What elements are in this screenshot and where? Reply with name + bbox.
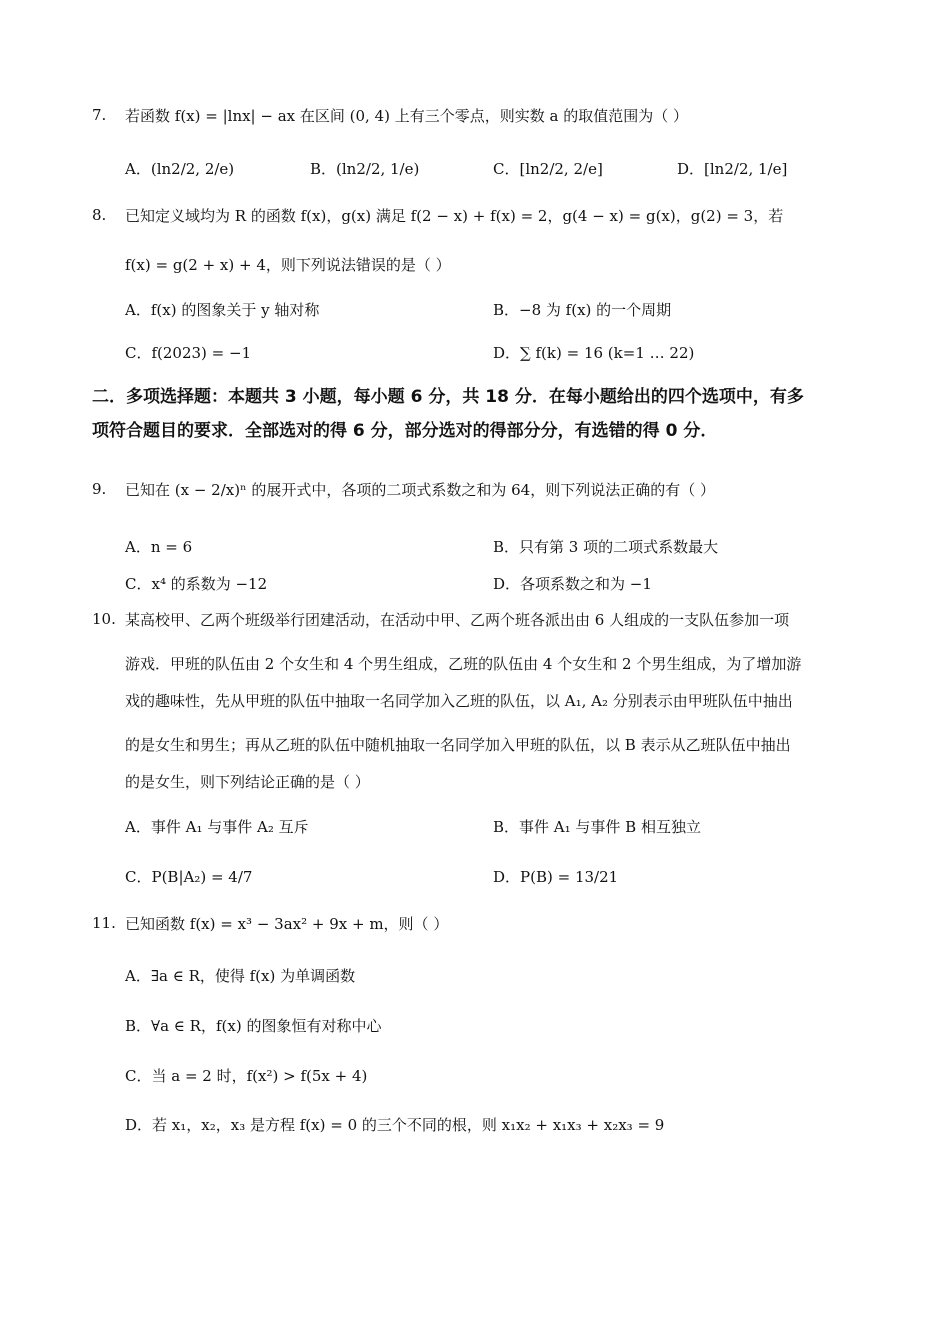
q9-option-b-text: 只有第 3 项的二项式系数最大 — [519, 538, 719, 556]
q11-number: 11. — [92, 914, 116, 932]
q10-option-d-text: P(B) = 13/21 — [520, 868, 619, 886]
q10-option-c-text: P(B|A₂) = 4/7 — [151, 868, 253, 886]
q8-number: 8. — [92, 206, 107, 224]
q8-option-c — [125, 342, 251, 363]
q11-option-b-text: ∀a ∈ R，f(x) 的图象恒有对称中心 — [151, 1017, 382, 1035]
q7-option-a — [125, 158, 234, 179]
q11-option-a — [125, 965, 355, 986]
section-2-heading — [92, 380, 872, 448]
q8-option-d-text: ∑ f(k) = 16 (k=1 … 22) — [520, 344, 695, 362]
q10-line5: 的是女生，则下列结论正确的是（ ） — [125, 773, 370, 791]
q11-stem: 已知函数 f(x) = x³ − 3ax² + 9x + m，则（ ） — [125, 915, 449, 933]
q7-option-d-text: [ln2/2, 1/e] — [704, 160, 788, 178]
q11-option-c — [125, 1065, 367, 1086]
q9-stem: 已知在 (x − 2/x)ⁿ 的展开式中，各项的二项式系数之和为 64，则下列说法正确的有（ ） — [125, 481, 715, 499]
q8-option-a-text: f(x) 的图象关于 y 轴对称 — [150, 301, 320, 319]
q7-option-c — [493, 158, 603, 179]
q8-option-d — [493, 342, 694, 363]
q11-option-a-label: A． — [125, 967, 151, 985]
q9-option-a — [125, 536, 192, 557]
q11-option-c-text: 当 a = 2 时，f(x²) > f(5x + 4) — [151, 1067, 368, 1085]
q11-option-d — [125, 1114, 664, 1135]
q8-option-c-text: f(2023) = −1 — [151, 344, 252, 362]
q10-line2: 游戏．甲班的队伍由 2 个女生和 4 个男生组成，乙班的队伍由 4 个女生和 2 个男生组成，为了增加游 — [125, 655, 802, 673]
q11-option-d-label: D． — [125, 1116, 153, 1134]
q9-option-b — [493, 536, 718, 557]
q9-number: 9. — [92, 480, 107, 498]
q11-option-c-label: C． — [125, 1067, 152, 1085]
q9-option-d-label: D． — [493, 575, 521, 593]
q11-option-b — [125, 1015, 381, 1036]
q7-option-d-label: D． — [677, 160, 705, 178]
section-2-heading-line1: 二．多项选择题：本题共 3 小题，每小题 6 分，共 18 分．在每小题给出的四个选项中，有多 — [92, 387, 804, 407]
q8-option-b-text: −8 为 f(x) 的一个周期 — [519, 301, 672, 319]
q8-option-d-label: D． — [493, 344, 521, 362]
q7-option-b-text: (ln2/2, 1/e) — [336, 160, 420, 178]
q10-option-b — [493, 816, 701, 837]
q10-option-a-text: 事件 A₁ 与事件 A₂ 互斥 — [150, 818, 309, 836]
q10-option-b-text: 事件 A₁ 与事件 B 相互独立 — [519, 818, 701, 836]
q8-option-a-label: A． — [125, 301, 151, 319]
q10-option-a — [125, 816, 309, 837]
q9-option-c-label: C． — [125, 575, 152, 593]
q7-option-a-text: (ln2/2, 2/e) — [150, 160, 235, 178]
q9-option-d — [493, 573, 652, 594]
q7-option-b-label: B． — [310, 160, 337, 178]
q7-option-a-label: A． — [125, 160, 151, 178]
q9-option-b-label: B． — [493, 538, 520, 556]
q9-option-d-text: 各项系数之和为 −1 — [520, 575, 652, 593]
q9-option-c — [125, 573, 267, 594]
q11-option-d-text: 若 x₁，x₂，x₃ 是方程 f(x) = 0 的三个不同的根，则 x₁x₂ + x₁x₃ + x₂x₃ = 9 — [152, 1116, 665, 1134]
q10-option-a-label: A． — [125, 818, 151, 836]
q7-stem: 若函数 f(x) = |lnx| − ax 在区间 (0, 4) 上有三个零点，则实数 a 的取值范围为（ ） — [125, 107, 689, 125]
q7-option-c-text: [ln2/2, 2/e] — [519, 160, 603, 178]
q8-option-a — [125, 299, 319, 320]
q7-number: 7. — [92, 106, 107, 124]
q7-option-b — [310, 158, 419, 179]
q10-number: 10. — [92, 610, 116, 628]
q11-option-a-text: ∃a ∈ R，使得 f(x) 为单调函数 — [150, 967, 356, 985]
q8-option-c-label: C． — [125, 344, 152, 362]
q10-option-b-label: B． — [493, 818, 520, 836]
q8-stem-line2: f(x) = g(2 + x) + 4，则下列说法错误的是（ ） — [125, 256, 451, 274]
q10-option-c-label: C． — [125, 868, 152, 886]
q7-option-c-label: C． — [493, 160, 520, 178]
q10-option-d — [493, 866, 618, 887]
q10-option-c — [125, 866, 252, 887]
q10-line1: 某高校甲、乙两个班级举行团建活动，在活动中甲、乙两个班各派出由 6 人组成的一支队伍参加一项 — [125, 611, 790, 629]
q9-option-c-text: x⁴ 的系数为 −12 — [151, 575, 268, 593]
q7-option-d — [677, 158, 787, 179]
q10-line3: 戏的趣味性，先从甲班的队伍中抽取一名同学加入乙班的队伍，以 A₁, A₂ 分别表示由甲班队伍中抽出 — [125, 692, 793, 710]
q11-option-b-label: B． — [125, 1017, 152, 1035]
q10-line4: 的是女生和男生；再从乙班的队伍中随机抽取一名同学加入甲班的队伍，以 B 表示从乙班队伍中抽出 — [125, 736, 791, 754]
q8-option-b-label: B． — [493, 301, 520, 319]
section-2-heading-line2: 项符合题目的要求．全部选对的得 6 分，部分选对的得部分分，有选错的得 0 分． — [92, 421, 718, 441]
q8-option-b — [493, 299, 671, 320]
q9-option-a-label: A． — [125, 538, 151, 556]
q8-stem-line1: 已知定义域均为 R 的函数 f(x)，g(x) 满足 f(2 − x) + f(x) = 2，g(4 − x) = g(x)，g(2) = 3，若 — [125, 207, 784, 225]
q9-option-a-text: n = 6 — [150, 538, 193, 556]
q10-option-d-label: D． — [493, 868, 521, 886]
